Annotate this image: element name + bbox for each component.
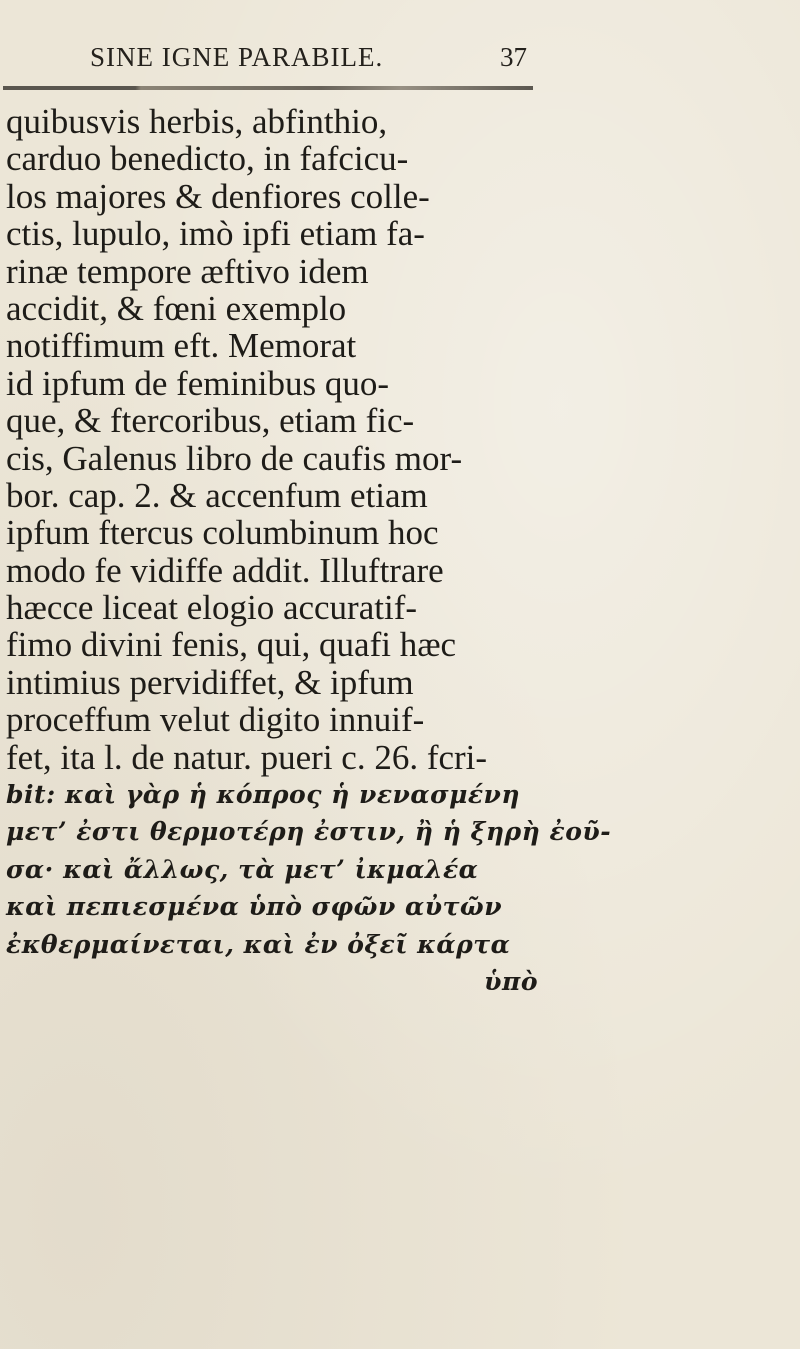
text-line: cis, Galenus libro de caufis mor- [6, 438, 463, 478]
text-line: bor. cap. 2. & accenfum etiam [6, 475, 428, 515]
text-line: ipfum ftercus columbinum hoc [6, 513, 439, 553]
text-line: fet, ita l. de natur. pueri c. 26. fcri- [6, 737, 488, 777]
text-line: carduo benedicto, in fafcicu- [6, 139, 409, 179]
text-line: modo fe vidiffe addit. Illuftrare [6, 550, 444, 590]
text-line: rinæ tempore æftivo idem [6, 251, 369, 291]
catchword: ὑπὸ [484, 966, 538, 996]
running-head: SINE IGNE PARABILE. [90, 42, 384, 72]
greek-line: σα· καὶ ἄλλως, τὰ μετ’ ἰκμαλέα [6, 854, 479, 884]
header-rule [3, 86, 533, 90]
text-line: proceffum velut digito innuif- [6, 700, 425, 740]
page-header [90, 36, 550, 76]
greek-line: ἐκθερμαίνεται, καὶ ἐν ὀξεῖ κάρτα [6, 929, 511, 959]
text-line: id ipfum de feminibus quo- [6, 363, 390, 403]
text-line: ctis, lupulo, imò ipfi etiam fa- [6, 214, 425, 254]
text-line: quibusvis herbis, abfinthio, [6, 102, 388, 141]
text-line: hæcce liceat elogio accuratif- [6, 588, 418, 628]
page-number: 37 [500, 42, 527, 72]
body-text [6, 102, 612, 1000]
greek-line: καὶ πεπιεσμένα ὑπὸ σφῶν αὐτῶν [6, 892, 503, 922]
greek-line: bit: καὶ γὰρ ἡ κόπρος ἡ νενασμένη [6, 780, 521, 810]
text-line: intimius pervidiffet, & ipfum [6, 662, 414, 702]
text-line: fimo divini fenis, qui, quafi hæc [6, 625, 457, 665]
text-line: notiffimum eft. Memorat [6, 326, 357, 366]
text-line: accidit, & fœni exemplo [6, 288, 347, 328]
text-line: que, & ftercoribus, etiam fic- [6, 401, 415, 441]
greek-line: μετ’ ἐστι θερμοτέρη ἐστιν, ἢ ἡ ξηρὴ ἐοῦ- [6, 817, 612, 847]
text-line: los majores & denfiores colle- [6, 176, 430, 216]
